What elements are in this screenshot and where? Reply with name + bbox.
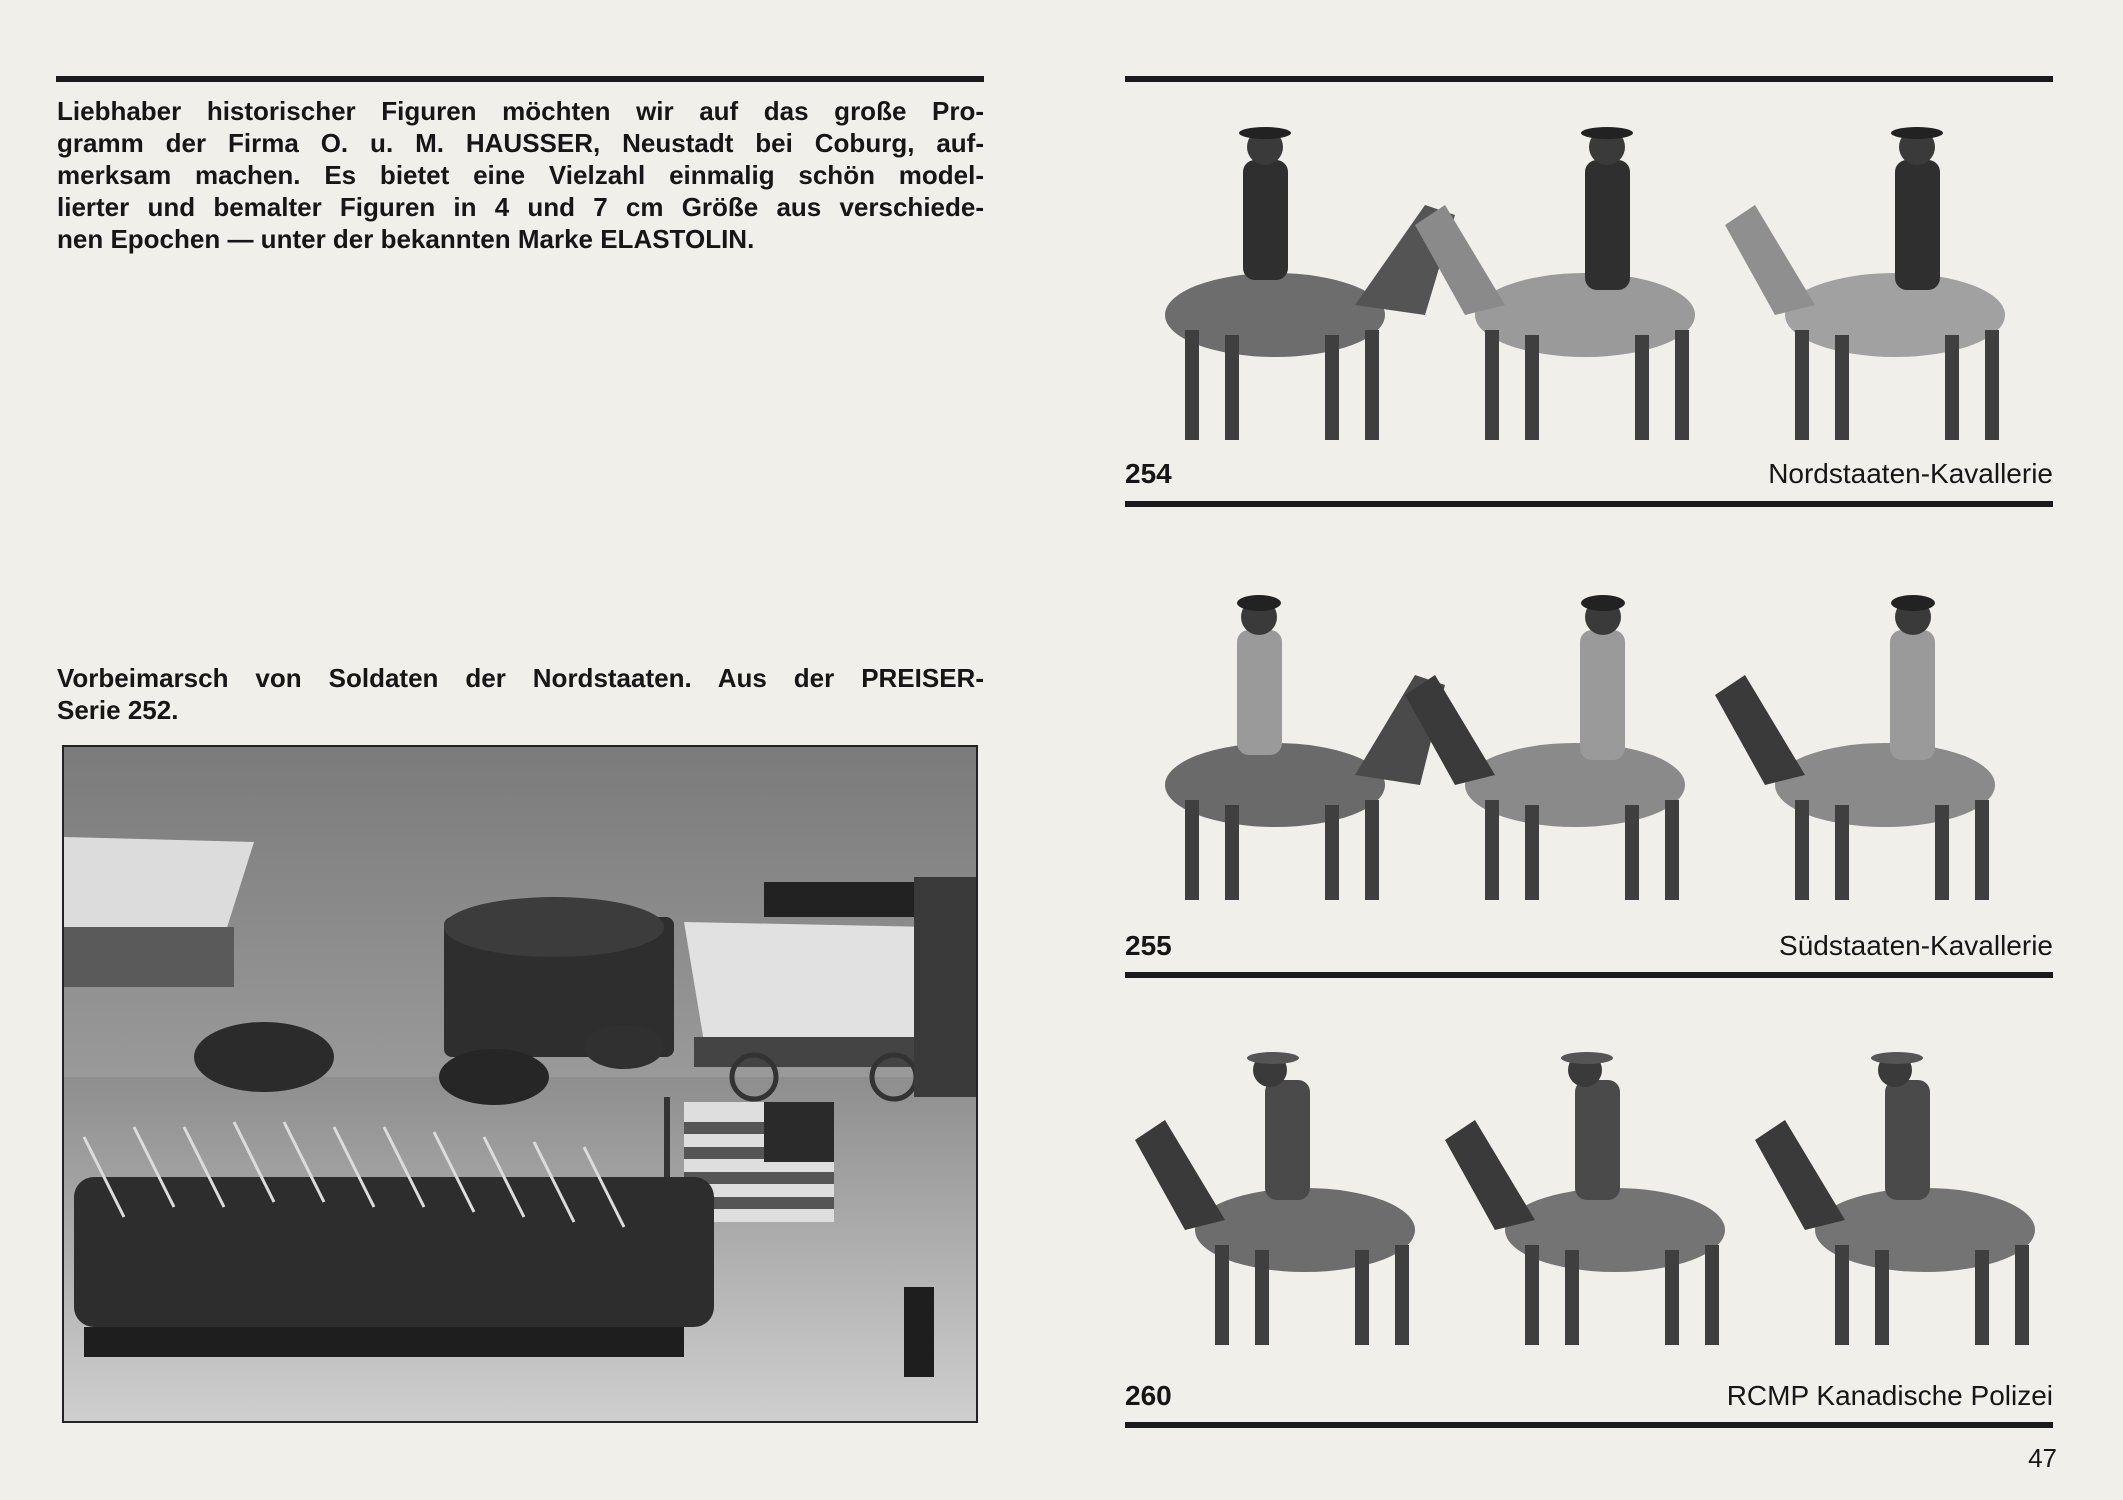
caption-line: Serie 252.	[57, 695, 179, 725]
panel-number: 255	[1125, 930, 1172, 961]
mounted-cavalry-figures	[1125, 115, 2053, 455]
top-rule-right	[1125, 76, 2053, 82]
page-number: 47	[2028, 1443, 2057, 1473]
panel-number: 260	[1125, 1380, 1172, 1411]
intro-line: nen Epochen — unter der bekannten Marke ELASTOLIN.	[57, 224, 755, 254]
caption-line: Vorbeimarsch von Soldaten der Nordstaaten. Aus der PREISER-	[57, 663, 984, 693]
top-rule-left	[56, 76, 984, 82]
mounted-police-figures	[1125, 1040, 2053, 1360]
panel-rule	[1125, 1422, 2053, 1428]
panel-title: Südstaaten-Kavallerie	[1779, 930, 2053, 961]
figure-panel-260	[1125, 1040, 2053, 1360]
figure-panel-255	[1125, 585, 2053, 915]
intro-line: Liebhaber historischer Figuren möchten wir auf das große Pro-	[57, 96, 984, 126]
panel-title: Nordstaaten-Kavallerie	[1768, 458, 2053, 489]
intro-line: lierter und bemalter Figuren in 4 und 7 cm Größe aus verschiede-	[57, 192, 984, 222]
figure-panel-254	[1125, 115, 2053, 455]
photo-caption	[57, 662, 984, 726]
panel-rule	[1125, 972, 2053, 978]
panel-rule	[1125, 501, 2053, 507]
intro-line: merksam machen. Es bietet eine Vielzahl einmalig schön model-	[57, 160, 984, 190]
mounted-cavalry-figures	[1125, 585, 2053, 915]
panel-number: 254	[1125, 458, 1172, 489]
marching-soldiers-photo	[62, 745, 978, 1423]
intro-line: gramm der Firma O. u. M. HAUSSER, Neustadt bei Coburg, auf-	[57, 128, 984, 158]
intro-paragraph	[57, 95, 984, 255]
panel-title: RCMP Kanadische Polizei	[1726, 1380, 2053, 1411]
